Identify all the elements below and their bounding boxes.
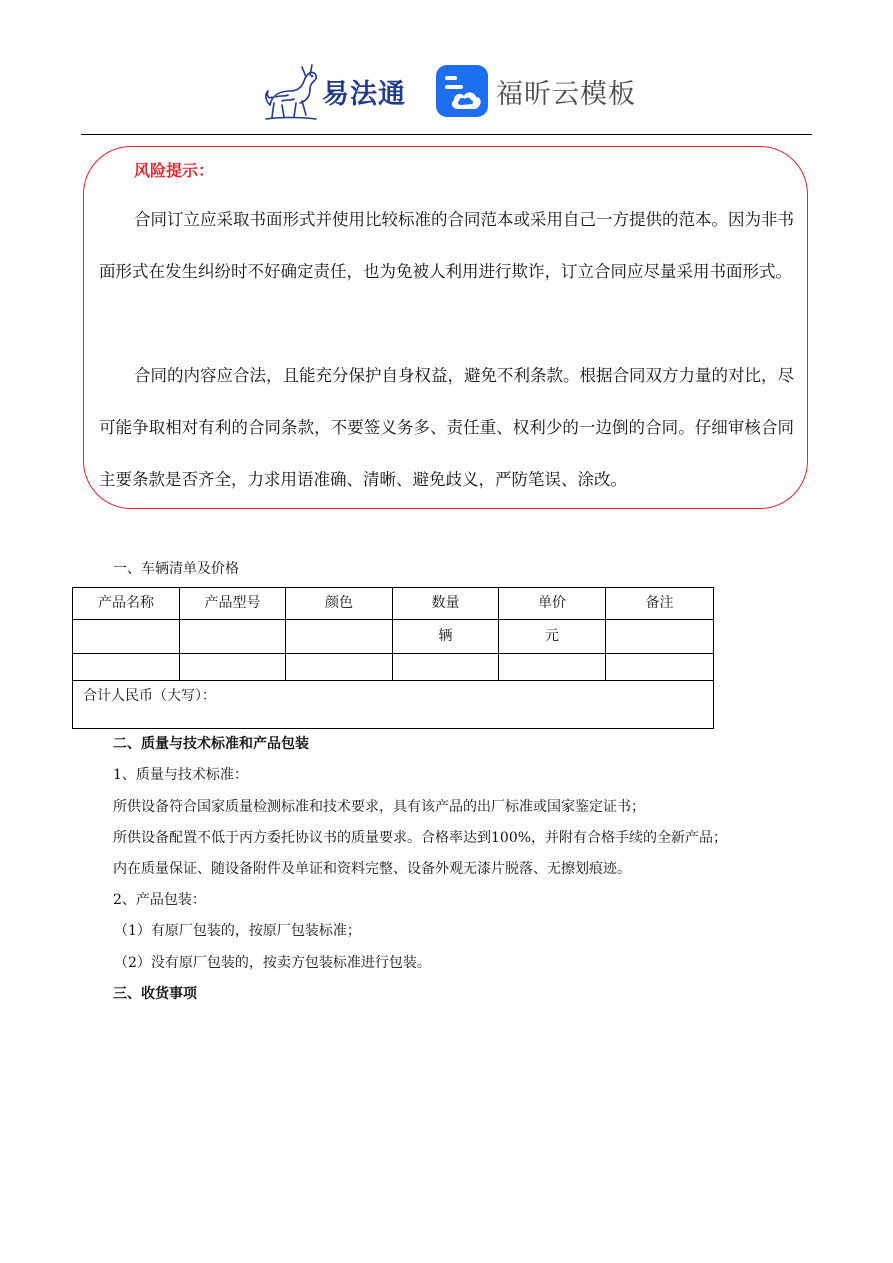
risk-paragraph-2 <box>99 350 794 506</box>
document-cloud-icon <box>436 65 488 117</box>
section2-title: 二、质量与技术标准和产品包装 <box>113 736 309 752</box>
table-cell <box>606 620 714 654</box>
table-cell <box>286 620 393 654</box>
table-header-cell: 备注 <box>606 588 714 620</box>
table-cell <box>499 654 606 681</box>
table-cell <box>393 654 499 681</box>
section2-line1: 所供设备符合国家质量检测标准和技术要求，具有该产品的出厂标准或国家鉴定证书； <box>113 799 645 815</box>
table-header-row <box>73 588 714 620</box>
qilin-icon <box>262 61 320 121</box>
foxit-template-logo <box>436 64 636 118</box>
risk-paragraph-1-text: 合同订立应采取书面形式并使用比较标准的合同范本或采用自己一方提供的范本。因为非书面形式在发生纠纷时不好确定责任，也为免被人利用进行欺诈，订立合同应尽量采用书面形式。 <box>99 210 794 281</box>
header-divider <box>81 134 812 135</box>
risk-title: 风险提示： <box>134 161 215 180</box>
section1-title: 一、车辆清单及价格 <box>113 561 239 577</box>
table-cell: 辆 <box>393 620 499 654</box>
logo1-text: 易法通 <box>322 78 406 110</box>
section2-sub2: 2、产品包装： <box>113 892 206 908</box>
section2-line3: 内在质量保证、随设备附件及单证和资料完整、设备外观无漆片脱落、无擦划痕迹。 <box>113 861 631 877</box>
section2-line2: 所供设备配置不低于丙方委托协议书的质量要求。合格率达到100%，并附有合格手续的全新产品； <box>113 830 728 846</box>
table-cell <box>606 654 714 681</box>
table-row <box>73 620 714 654</box>
table-total-cell: 合计人民币（大写）： <box>73 681 714 729</box>
section2-sub1: 1、质量与技术标准： <box>113 767 248 783</box>
yifatong-logo <box>262 60 412 122</box>
table-header-cell: 数量 <box>393 588 499 620</box>
table-header-cell: 颜色 <box>286 588 393 620</box>
table-row <box>73 654 714 681</box>
table-cell: 元 <box>499 620 606 654</box>
table-cell <box>286 654 393 681</box>
table-header-cell: 产品名称 <box>73 588 180 620</box>
risk-paragraph-1 <box>99 194 794 298</box>
table-header-cell: 产品型号 <box>180 588 286 620</box>
section2-item2: （2）没有原厂包装的，按卖方包装标准进行包装。 <box>114 955 431 971</box>
table-cell <box>73 654 180 681</box>
vehicle-price-table <box>72 587 714 729</box>
logo2-text: 福昕云模板 <box>496 78 636 110</box>
table-cell <box>73 620 180 654</box>
table-cell <box>180 620 286 654</box>
section2-item1: （1）有原厂包装的，按原厂包装标准； <box>114 923 361 939</box>
table-header-cell: 单价 <box>499 588 606 620</box>
risk-paragraph-2-text: 合同的内容应合法，且能充分保护自身权益，避免不利条款。根据合同双方力量的对比，尽可能争取相对有利的合同条款，不要签义务多、责任重、权利少的一边倒的合同。仔细审核合同主要条款是否齐全，力求用语准确、清晰、避免歧义，严防笔误、涂改。 <box>99 366 794 489</box>
section3-title: 三、收货事项 <box>113 986 197 1002</box>
table-total-row <box>73 681 714 729</box>
table-cell <box>180 654 286 681</box>
page-header <box>0 0 893 136</box>
